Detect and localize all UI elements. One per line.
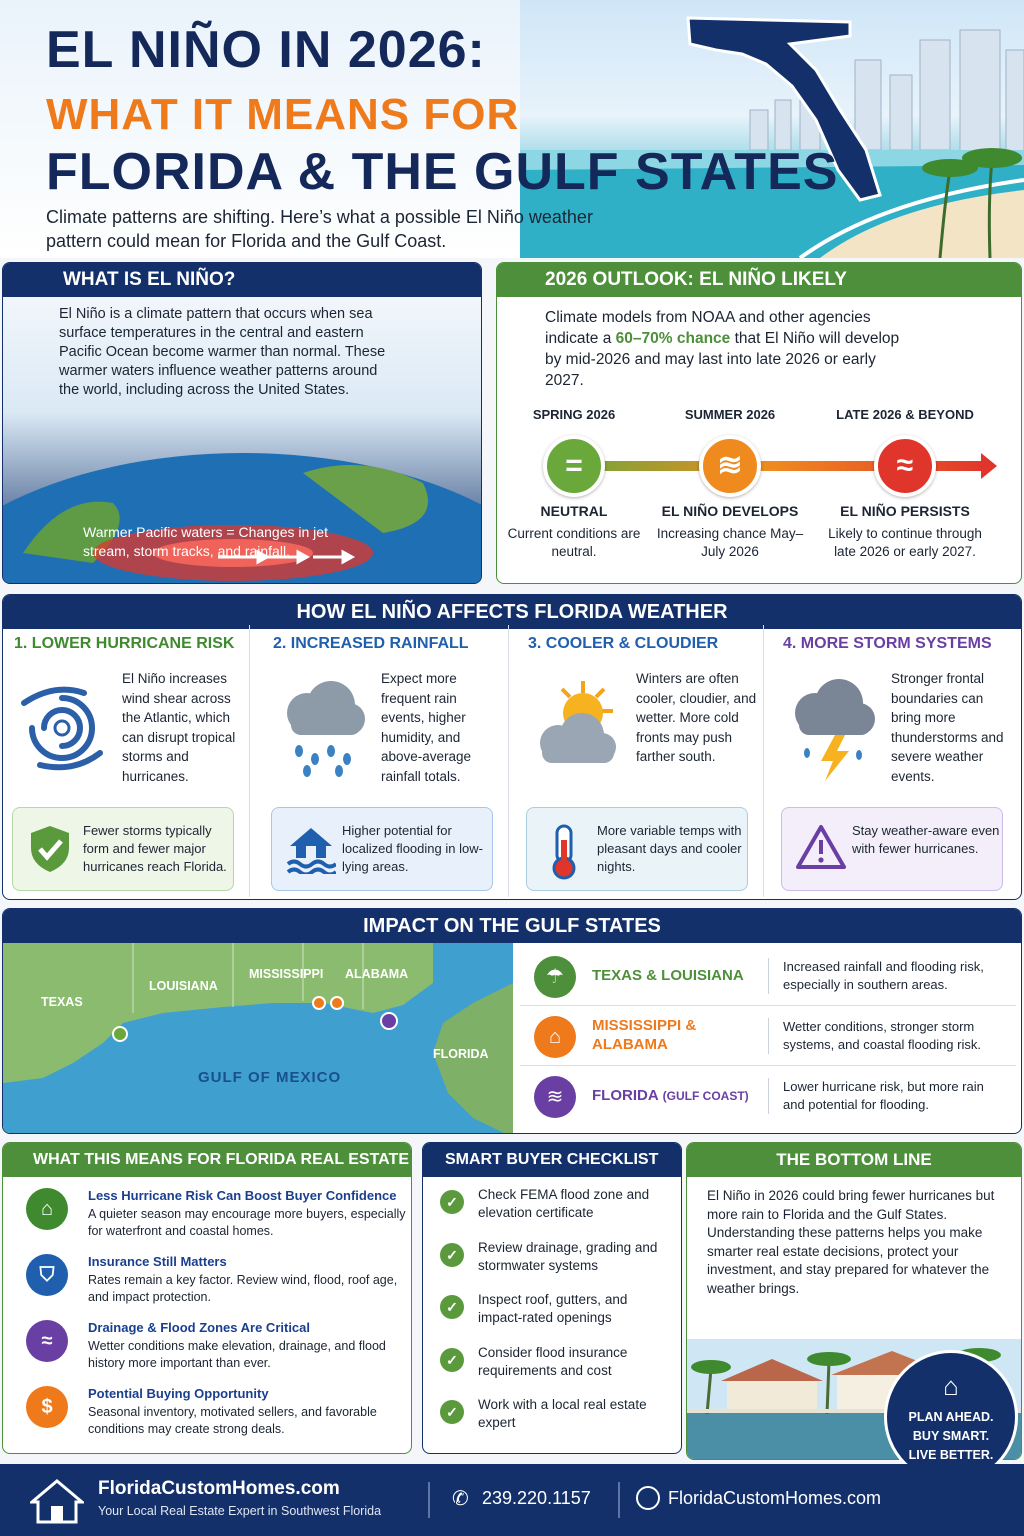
map-label-alabama: ALABAMA (345, 967, 409, 981)
checklist-item (440, 1239, 676, 1289)
effect-card (261, 625, 509, 897)
shield-icon: ⛉ (26, 1254, 68, 1296)
effects-heading: HOW EL NIÑO AFFECTS FLORIDA WEATHER (3, 595, 1021, 629)
effect-title: 4. MORE STORM SYSTEMS (783, 635, 992, 652)
gulf-state-name: TEXAS & LOUISIANA (592, 967, 744, 984)
real-estate-item-desc: Wetter conditions make elevation, drainage, and flood history more important than ever. (88, 1339, 386, 1370)
timeline-period: SPRING 2026 (532, 407, 616, 422)
effect-title: 3. COOLER & CLOUDIER (528, 635, 719, 652)
real-estate-item-title: Less Hurricane Risk Can Boost Buyer Confidence (88, 1188, 397, 1203)
gulf-state-row (520, 1068, 1016, 1126)
hero-banner (0, 0, 1024, 258)
real-estate-item-title: Potential Buying Opportunity (88, 1386, 269, 1401)
checklist-item-text: Review drainage, grading and stormwater systems (478, 1239, 658, 1273)
timeline-stage-desc: Increasing chance May–July 2026 (656, 526, 804, 559)
gulf-state-row (520, 948, 1016, 1006)
gulf-state-row (520, 1008, 1016, 1066)
effect-card (771, 625, 1019, 897)
bottom-line-heading: THE BOTTOM LINE (687, 1143, 1021, 1177)
effect-note-text: Fewer storms typically form and fewer major hurricanes reach Florida. (83, 823, 227, 874)
checkmark-icon: ✓ (440, 1400, 464, 1424)
alabama-marker (331, 997, 343, 1009)
wind-icon: ≋ (534, 1076, 576, 1118)
real-estate-item (26, 1186, 406, 1248)
globe-caption: Warmer Pacific waters = Changes in jet stream, storm tracks, and rainfall. (83, 524, 328, 559)
checklist-item (440, 1396, 676, 1446)
phone-icon: ✆ (452, 1488, 469, 1510)
checkmark-icon: ✓ (440, 1295, 464, 1319)
effect-note-box (12, 807, 234, 891)
checklist-heading: SMART BUYER CHECKLIST (423, 1143, 681, 1177)
what-is-heading: WHAT IS EL NIÑO? (3, 263, 481, 297)
timeline-stage-desc: Likely to continue through late 2026 or early 2027. (828, 526, 982, 559)
badge-line-2: BUY SMART. (912, 1429, 990, 1443)
title-line-2: WHAT IT MEANS FOR (46, 90, 520, 139)
chance-highlight: 60–70% chance (615, 330, 731, 347)
wind-icon: ≋ (699, 435, 761, 497)
heat-waves-icon: ≈ (874, 435, 936, 497)
thermometer-icon (541, 824, 587, 874)
gulf-heading: IMPACT ON THE GULF STATES (3, 909, 1021, 943)
effect-text: Stronger frontal boundaries can bring more thunderstorms and severe weather events. (891, 671, 1004, 784)
badge-line-3: LIVE BETTER. (908, 1448, 994, 1462)
footer-brand[interactable]: FloridaCustomHomes.com (98, 1478, 340, 1499)
outlook-body: Climate models from NOAA and other agencies indicate a 60–70% chance that El Niño will develop by mid-2026 and may last into late 2026 or early 2027. (545, 309, 900, 389)
florida-marker (381, 1013, 397, 1029)
timeline-stage-title: EL NIÑO DEVELOPS (661, 503, 799, 519)
checkmark-icon: ✓ (440, 1190, 464, 1214)
footer (0, 1464, 1024, 1536)
real-estate-item (26, 1318, 406, 1380)
thunderstorm-icon (783, 673, 883, 783)
flood-house-icon: ⌂ (534, 1016, 576, 1058)
texas-marker (113, 1027, 127, 1041)
footer-tagline: Your Local Real Estate Expert in Southwest Florida (98, 1504, 382, 1518)
effect-text: Winters are often cooler, cloudier, and wetter. More cold fronts may push farther south. (636, 671, 757, 764)
dollar-chart-icon: $ (26, 1386, 68, 1428)
footer-divider (428, 1482, 430, 1518)
badge-line-1: PLAN AHEAD. (908, 1410, 994, 1424)
timeline-period: LATE 2026 & BEYOND (836, 407, 974, 422)
effect-title: 1. LOWER HURRICANE RISK (14, 635, 235, 652)
checkmark-icon: ✓ (440, 1243, 464, 1267)
title-line-1: EL NIÑO IN 2026: (46, 21, 486, 79)
water-drop-icon: ≈ (26, 1320, 68, 1362)
outlook-panel (496, 262, 1022, 584)
real-estate-item-desc: Rates remain a key factor. Review wind, flood, roof age, and impact protection. (88, 1273, 398, 1304)
real-estate-item (26, 1384, 406, 1446)
title-line-3: FLORIDA & THE GULF STATES (46, 143, 839, 201)
checklist-item-text: Inspect roof, gutters, and impact-rated openings (478, 1292, 628, 1325)
gulf-state-desc: Lower hurricane risk, but more rain and potential for flooding. (768, 1078, 1008, 1114)
timeline-stage-title: EL NIÑO PERSISTS (840, 503, 970, 519)
what-is-body: El Niño is a climate pattern that occurs when sea surface temperatures in the central and eastern Pacific Ocean become warmer than normal. These warmer waters influence weather patterns around the world, including across the United States. (59, 306, 386, 398)
map-label-florida: FLORIDA (433, 1047, 489, 1061)
map-label-texas: TEXAS (41, 995, 83, 1009)
real-estate-heading: WHAT THIS MEANS FOR FLORIDA REAL ESTATE (3, 1143, 411, 1177)
timeline-arrow-icon (981, 453, 997, 479)
timeline-period: SUMMER 2026 (684, 407, 776, 422)
checklist-item (440, 1291, 676, 1341)
mississippi-marker (313, 997, 325, 1009)
effect-card (2, 625, 250, 897)
checkmark-icon: ✓ (440, 1348, 464, 1372)
badge-house-icon: ⌂ (943, 1371, 959, 1401)
real-estate-item-title: Insurance Still Matters (88, 1254, 227, 1269)
footer-phone[interactable]: 239.220.1157 (482, 1488, 591, 1508)
effect-note-text: Stay weather-aware even with fewer hurricanes. (852, 823, 1000, 856)
footer-divider-2 (618, 1482, 620, 1518)
effect-note-box (271, 807, 493, 891)
warning-icon (796, 824, 842, 874)
effect-card (516, 625, 764, 897)
shield-check-icon (27, 824, 73, 874)
checklist-item-text: Work with a local real estate expert (478, 1397, 647, 1430)
outlook-heading: 2026 OUTLOOK: EL NIÑO LIKELY (497, 263, 1021, 297)
globe-icon (636, 1486, 660, 1510)
map-label-louisiana: LOUISIANA (149, 979, 218, 993)
hero-subtitle: Climate patterns are shifting. Here’s what a possible El Niño weather pattern could mean for Florida and the Gulf Coast. (46, 207, 593, 251)
house-icon: ⌂ (26, 1188, 68, 1230)
what-is-el-nino-panel (2, 262, 482, 584)
footer-website[interactable]: FloridaCustomHomes.com (668, 1488, 882, 1508)
map-label-gulf: GULF OF MEXICO (198, 1069, 342, 1086)
hurricane-icon (14, 673, 114, 783)
bottom-line-body: El Niño in 2026 could bring fewer hurricanes but more rain to Florida and the Gulf States. Understanding these patterns helps you make smarter real estate decisions, protect your investment, and stay prepared for whatever the weather brings. (707, 1188, 995, 1296)
rain-cloud-icon (273, 673, 373, 783)
effect-note-text: Higher potential for localized flooding in low-lying areas. (342, 823, 483, 874)
checklist-item (440, 1186, 676, 1236)
effect-text: El Niño increases wind shear across the Atlantic, which can disrupt tropical storms and hurricanes. (122, 671, 236, 784)
timeline-stage-desc: Current conditions are neutral. (507, 526, 641, 559)
effect-note-box (781, 807, 1003, 891)
checklist-item-text: Check FEMA flood zone and elevation certificate (478, 1187, 650, 1220)
gulf-state-desc: Wetter conditions, stronger storm systems, and coastal flooding risk. (768, 1018, 1008, 1054)
real-estate-item-desc: Seasonal inventory, motivated sellers, and favorable conditions may create strong deals. (88, 1405, 377, 1436)
effect-note-box (526, 807, 748, 891)
gulf-state-name: MISSISSIPPI & ALABAMA (592, 1017, 697, 1053)
equals-icon: = (543, 435, 605, 497)
effect-title: 2. INCREASED RAINFALL (273, 635, 469, 652)
gulf-state-name: FLORIDA (GULF COAST) (592, 1087, 749, 1104)
rain-cloud-icon: ☂ (534, 956, 576, 998)
house-logo-icon (30, 1478, 84, 1524)
checklist-item (440, 1344, 676, 1394)
effect-note-text: More variable temps with pleasant days and cooler nights. (597, 823, 742, 874)
gulf-state-desc: Increased rainfall and flooding risk, especially in southern areas. (768, 958, 1008, 994)
effect-text: Expect more frequent rain events, higher humidity, and above-average rainfall totals. (381, 671, 472, 784)
real-estate-item-desc: A quieter season may encourage more buyers, especially for waterfront and coastal homes. (88, 1207, 406, 1238)
map-label-mississippi: MISSISSIPPI (249, 967, 324, 981)
real-estate-item (26, 1252, 406, 1314)
globe-illustration (3, 433, 482, 584)
timeline-stage-title: NEUTRAL (540, 503, 608, 519)
sun-cloud-icon (528, 673, 628, 783)
checklist-item-text: Consider flood insurance requirements and cost (478, 1344, 628, 1378)
real-estate-item-title: Drainage & Flood Zones Are Critical (88, 1320, 311, 1335)
flood-house-icon (286, 824, 332, 874)
